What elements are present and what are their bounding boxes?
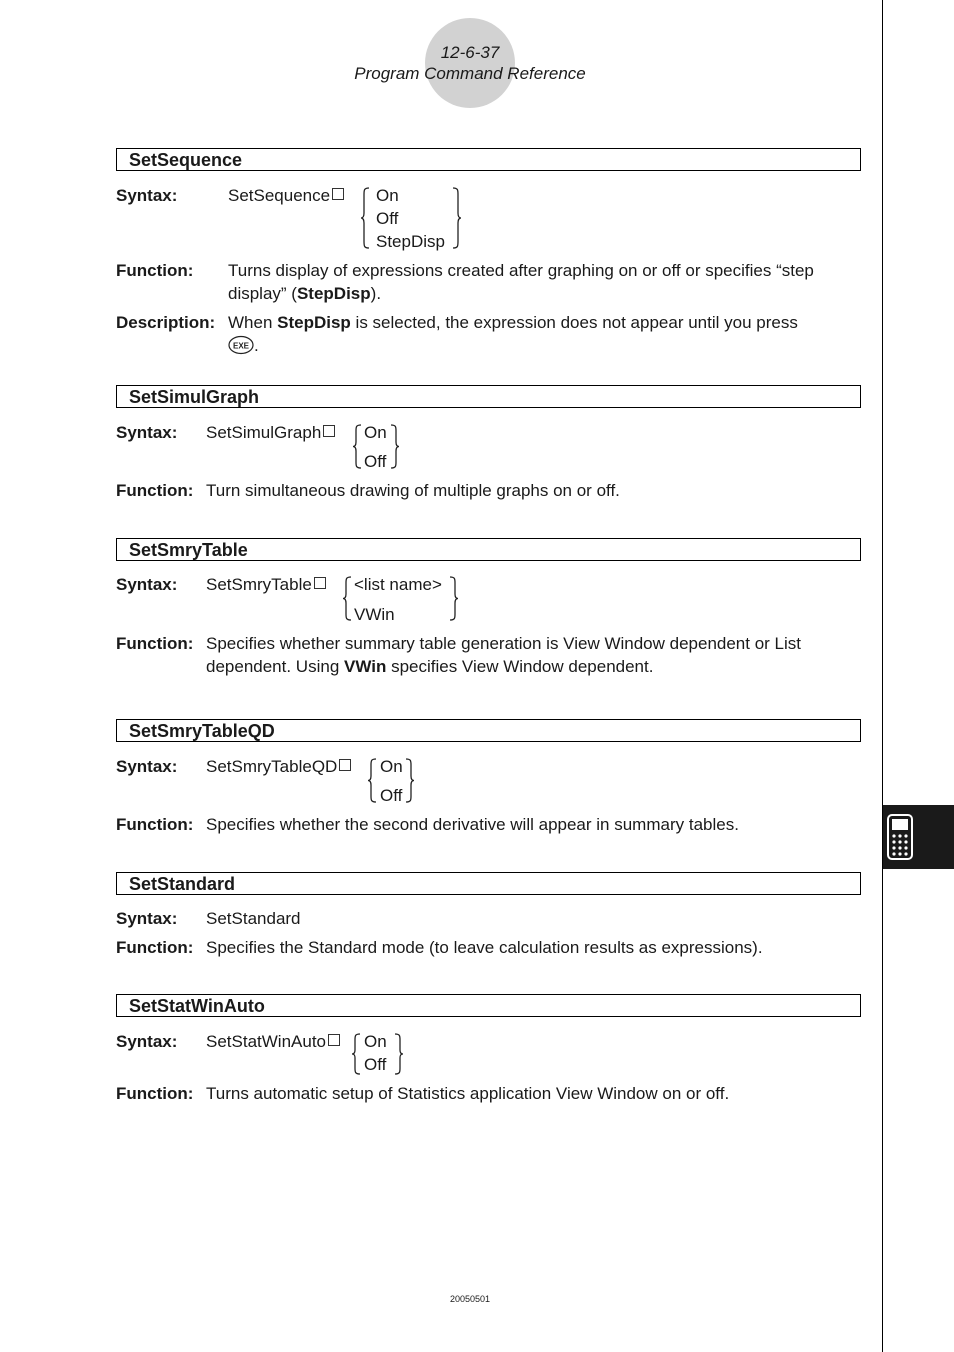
syntax-label: Syntax: — [116, 909, 178, 928]
left-brace — [351, 1033, 361, 1075]
header-circle — [425, 18, 515, 108]
function-label: Function: — [116, 634, 194, 653]
setstandard-syntax: SetStandard — [206, 909, 301, 928]
setstatwinauto-function: Turns automatic setup of Statistics application View Window on or off. — [206, 1084, 730, 1103]
option-list-name: <list name> — [354, 575, 442, 594]
option-off: Off — [380, 786, 403, 805]
page-title: Program Command Reference — [354, 64, 586, 83]
setsmrytableqd-heading: SetSmryTableQD — [116, 719, 861, 742]
setstatwinauto-heading: SetStatWinAuto — [116, 994, 861, 1017]
setstatwinauto-syntax: SetStatWinAuto — [206, 1030, 340, 1053]
option-on: On — [364, 1032, 387, 1051]
syntax-label: Syntax: — [116, 575, 178, 594]
setsimulgraph-heading: SetSimulGraph — [116, 385, 861, 408]
function-label: Function: — [116, 815, 194, 834]
setstandard-function: Specifies the Standard mode (to leave calculation results as expressions). — [206, 938, 763, 957]
right-brace — [390, 424, 400, 469]
option-vwin: VWin — [354, 605, 395, 624]
setsmrytableqd-function: Specifies whether the second derivative will appear in summary tables. — [206, 815, 739, 834]
setsequence-heading: SetSequence — [116, 148, 861, 171]
page-edge-line — [882, 0, 883, 1352]
setsmrytableqd-syntax: SetSmryTableQD — [206, 755, 351, 778]
left-brace — [342, 576, 352, 621]
option-off: Off — [364, 1055, 387, 1074]
left-brace — [352, 424, 362, 469]
option-on: On — [380, 757, 403, 776]
space-symbol — [323, 425, 335, 437]
footer-code: 20050501 — [449, 1294, 491, 1304]
syntax-label: Syntax: — [116, 757, 178, 776]
setsmrytable-syntax: SetSmryTable — [206, 573, 326, 596]
setstandard-heading: SetStandard — [116, 872, 861, 895]
exe-key-icon — [228, 335, 254, 355]
setsequence-description: When StepDisp is selected, the expression does not appear until you press — [228, 313, 798, 332]
option-off: Off — [364, 452, 387, 471]
setsmrytable-function: Specifies whether summary table generation is View Window dependent or List dependent. Using VWin specifies View Window dependent. — [206, 634, 801, 676]
left-brace — [360, 187, 370, 249]
function-label: Function: — [116, 261, 194, 280]
option-off: Off — [376, 209, 399, 228]
right-brace — [452, 187, 462, 249]
space-symbol — [314, 577, 326, 589]
setsequence-syntax: SetSequence — [228, 184, 344, 207]
right-brace — [405, 758, 415, 803]
syntax-label: Syntax: — [116, 423, 178, 442]
function-label: Function: — [116, 481, 194, 500]
option-stepdisp: StepDisp — [376, 232, 445, 251]
right-brace — [394, 1033, 404, 1075]
left-brace — [367, 758, 377, 803]
function-label: Function: — [116, 1084, 194, 1103]
calculator-icon — [887, 814, 913, 860]
option-on: On — [376, 186, 399, 205]
description-label: Description: — [116, 313, 216, 332]
space-symbol — [328, 1034, 340, 1046]
syntax-label: Syntax: — [116, 1032, 178, 1051]
setsimulgraph-syntax: SetSimulGraph — [206, 421, 335, 444]
space-symbol — [332, 188, 344, 200]
setsequence-function: Turns display of expressions created after graphing on or off or specifies “step display” (StepDisp). — [228, 261, 814, 303]
exe-key-line: EXE . — [228, 334, 259, 357]
option-on: On — [364, 423, 387, 442]
page-number: 12-6-37 — [440, 43, 500, 62]
chapter-tab — [883, 805, 954, 869]
setsmrytable-heading: SetSmryTable — [116, 538, 861, 561]
right-brace — [449, 576, 459, 621]
setsimulgraph-function: Turn simultaneous drawing of multiple graphs on or off. — [206, 481, 620, 500]
syntax-label: Syntax: — [116, 186, 178, 205]
function-label: Function: — [116, 938, 194, 957]
space-symbol — [339, 759, 351, 771]
svg-text:EXE: EXE — [232, 341, 250, 351]
